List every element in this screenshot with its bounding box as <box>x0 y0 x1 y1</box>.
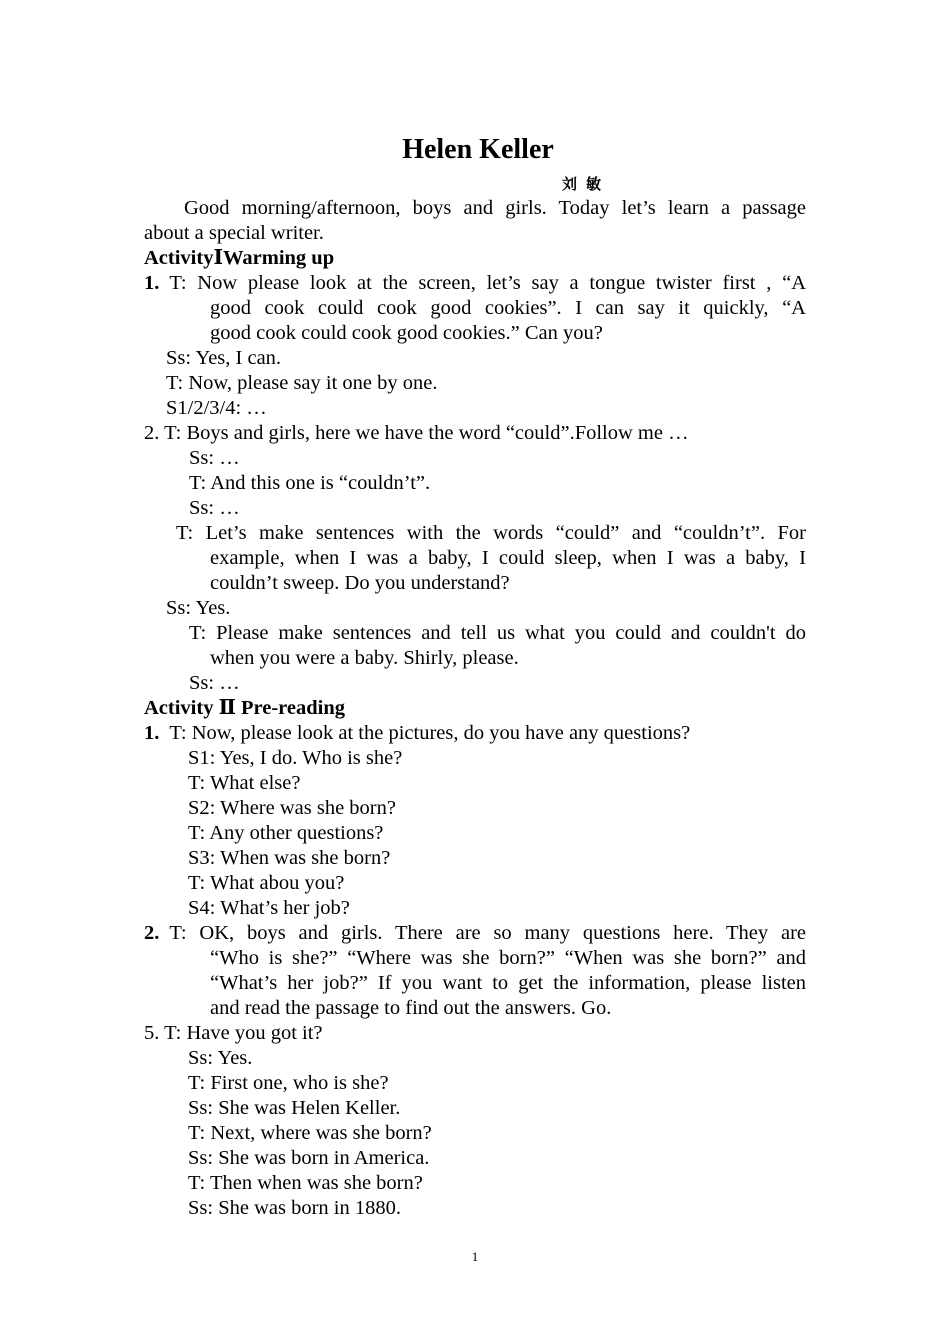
text-line <box>144 446 806 471</box>
line-text: good cook could cook good cookies”. I can say it quickly, “A <box>210 297 806 319</box>
line-text: Ss: Yes, I can. <box>166 347 282 369</box>
document-page <box>144 128 806 1221</box>
text-line <box>144 971 806 996</box>
text-line <box>144 521 806 546</box>
text-line <box>144 796 806 821</box>
text-line <box>144 846 806 871</box>
line-text: Ss: Yes. <box>188 1047 253 1069</box>
line-text: example, when I was a baby, I could sleep, when I was a baby, I <box>210 547 806 569</box>
text-line <box>144 1121 806 1146</box>
text-line <box>144 1146 806 1171</box>
text-line <box>144 896 806 921</box>
text-line <box>144 296 806 321</box>
text-line <box>144 621 806 646</box>
line-text: Ss: She was Helen Keller. <box>188 1097 401 1119</box>
line-text: T: Please make sentences and tell us what you could and couldn't do <box>189 622 806 644</box>
text-line <box>144 1046 806 1071</box>
section-heading <box>144 696 806 721</box>
list-number: 2. <box>144 922 160 944</box>
text-line <box>144 471 806 496</box>
text-line <box>144 671 806 696</box>
list-number: 1. <box>144 722 160 744</box>
text-line <box>144 596 806 621</box>
line-text: “Who is she?” “Where was she born?” “When was she born?” and <box>210 947 806 969</box>
text-line <box>144 996 806 1021</box>
text-line <box>144 721 806 746</box>
text-line <box>144 1196 806 1221</box>
line-text: Activity Ⅱ Pre-reading <box>144 697 345 719</box>
document-title: Helen Keller <box>402 134 554 165</box>
text-line <box>144 921 806 946</box>
line-text: S4: What’s her job? <box>188 897 350 919</box>
line-text: T: Now, please look at the pictures, do you have any questions? <box>169 722 691 744</box>
text-line <box>144 546 806 571</box>
line-text: ActivityⅠWarming up <box>144 247 335 269</box>
section-heading <box>144 246 806 271</box>
line-text: Good morning/afternoon, boys and girls. Today let’s learn a passage <box>184 197 806 219</box>
text-line <box>144 371 806 396</box>
line-text: about a special writer. <box>144 222 324 244</box>
author-name: 刘 敏 <box>562 175 602 193</box>
text-line <box>144 646 806 671</box>
line-text: Ss: She was born in America. <box>188 1147 430 1169</box>
text-line <box>144 221 806 246</box>
text-line <box>144 771 806 796</box>
line-text: T: And this one is “couldn’t”. <box>189 472 431 494</box>
line-text: Ss: Yes. <box>166 597 231 619</box>
line-text: when you were a baby. Shirly, please. <box>210 647 519 669</box>
document-body <box>144 196 806 1221</box>
text-line <box>144 321 806 346</box>
text-line <box>144 396 806 421</box>
line-text: good cook could cook good cookies.” Can you? <box>210 322 603 344</box>
text-line <box>144 421 806 446</box>
list-number: 1. <box>144 272 160 294</box>
line-text: and read the passage to find out the answers. Go. <box>210 997 612 1019</box>
line-text: T: Then when was she born? <box>188 1172 423 1194</box>
text-line <box>144 571 806 596</box>
line-text: T: What else? <box>188 772 301 794</box>
line-text: S3: When was she born? <box>188 847 391 869</box>
line-text: Ss: … <box>189 447 240 469</box>
text-line <box>144 1021 806 1046</box>
text-line <box>144 1171 806 1196</box>
text-line <box>144 271 806 296</box>
text-line <box>144 946 806 971</box>
line-text: S1/2/3/4: … <box>166 397 267 419</box>
line-text: Ss: … <box>189 672 240 694</box>
text-line <box>144 1096 806 1121</box>
line-text: T: Next, where was she born? <box>188 1122 432 1144</box>
line-text: T: Now, please say it one by one. <box>166 372 438 394</box>
line-text: S2: Where was she born? <box>188 797 396 819</box>
line-text: T: Let’s make sentences with the words “could” and “couldn’t”. For <box>176 522 806 544</box>
text-line <box>144 821 806 846</box>
page-number: 1 <box>471 1249 479 1264</box>
line-text: T: OK, boys and girls. There are so many questions here. They are <box>169 922 806 944</box>
line-text: “What’s her job?” If you want to get the information, please listen <box>210 972 806 994</box>
line-text: 2. T: Boys and girls, here we have the word “could”.Follow me … <box>144 422 689 444</box>
line-text: T: First one, who is she? <box>188 1072 389 1094</box>
line-text: T: What abou you? <box>188 872 345 894</box>
line-text: T: Now please look at the screen, let’s say a tongue twister first , “A <box>169 272 806 294</box>
line-text: S1: Yes, I do. Who is she? <box>188 747 403 769</box>
text-line <box>144 746 806 771</box>
line-text: couldn’t sweep. Do you understand? <box>210 572 510 594</box>
line-text: T: Any other questions? <box>188 822 384 844</box>
text-line <box>144 496 806 521</box>
line-text: 5. T: Have you got it? <box>144 1022 323 1044</box>
text-line <box>144 871 806 896</box>
line-text: Ss: She was born in 1880. <box>188 1197 401 1219</box>
text-line <box>144 346 806 371</box>
text-line <box>144 196 806 221</box>
text-line <box>144 1071 806 1096</box>
line-text: Ss: … <box>189 497 240 519</box>
